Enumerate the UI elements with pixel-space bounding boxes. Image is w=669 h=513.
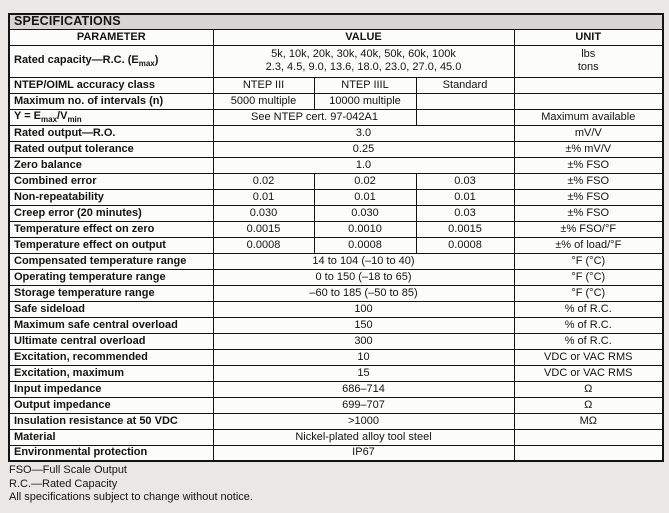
table-title: SPECIFICATIONS (9, 14, 663, 29)
value-line: 2.3, 4.5, 9.0, 13.6, 18.0, 23.0, 27.0, 45.0 (265, 61, 462, 73)
value-cell: 0.0015 (416, 221, 514, 237)
table-row-accuracy-class (9, 77, 663, 93)
value-cell: 0.01 (213, 189, 314, 205)
table-row-output-impedance (9, 397, 663, 413)
value-cell: 0.0010 (314, 221, 416, 237)
param-insulation-resistance: Insulation resistance at 50 VDC (9, 413, 213, 429)
unit-cell: ±% FSO (514, 157, 663, 173)
param-zero-balance: Zero balance (9, 157, 213, 173)
param-label: Rated capacity—R.C. (E (14, 53, 139, 66)
table-row-storage-temp-range (9, 285, 663, 301)
value-cell: 10 (213, 349, 514, 365)
param-creep-error: Creep error (20 minutes) (9, 205, 213, 221)
unit-line: tons (577, 61, 599, 73)
table-row-y-emax-vmin (9, 109, 663, 125)
value-cell: 0.02 (314, 173, 416, 189)
spec-sheet (8, 13, 662, 462)
unit-cell (514, 429, 663, 445)
value-cell: Nickel-plated alloy tool steel (213, 429, 514, 445)
value-cell: 0.0015 (213, 221, 314, 237)
value-cell: 0 to 150 (–18 to 65) (213, 269, 514, 285)
param-compensated-temp-range: Compensated temperature range (9, 253, 213, 269)
unit-cell: VDC or VAC RMS (514, 365, 663, 381)
col-header-value: VALUE (213, 29, 514, 45)
unit-cell: °F (°C) (514, 253, 663, 269)
table-row-temp-effect-zero (9, 221, 663, 237)
table-row-excitation-maximum (9, 365, 663, 381)
col-header-parameter: PARAMETER (9, 29, 213, 45)
value-cell: 0.01 (314, 189, 416, 205)
value-cell: 14 to 104 (–10 to 40) (213, 253, 514, 269)
param-rated-capacity (9, 45, 213, 77)
param-label: ) (154, 53, 159, 66)
table-row-combined-error (9, 173, 663, 189)
value-cell: Standard (416, 77, 514, 93)
specifications-table (8, 13, 664, 462)
table-row-non-repeatability (9, 189, 663, 205)
param-excitation-maximum: Excitation, maximum (9, 365, 213, 381)
value-cell: 0.25 (213, 141, 514, 157)
unit-cell: °F (°C) (514, 269, 663, 285)
value-cell: 0.02 (213, 173, 314, 189)
param-temp-effect-zero: Temperature effect on zero (9, 221, 213, 237)
unit-cell: ±% FSO/°F (514, 221, 663, 237)
table-row-safe-sideload (9, 301, 663, 317)
table-row-material (9, 429, 663, 445)
unit-cell: mV/V (514, 125, 663, 141)
table-row-environmental-protection (9, 445, 663, 461)
value-cell: IP67 (213, 445, 514, 461)
value-cell: 0.0008 (416, 237, 514, 253)
value-cell: 0.03 (416, 205, 514, 221)
subscript: min (67, 115, 82, 125)
param-label: /V (57, 109, 68, 122)
value-cell: NTEP IIIL (314, 77, 416, 93)
unit-line: lbs (581, 48, 596, 60)
param-excitation-recommended: Excitation, recommended (9, 349, 213, 365)
value-cell: 0.01 (416, 189, 514, 205)
value-cell: 0.0008 (314, 237, 416, 253)
unit-cell (514, 77, 663, 93)
value-cell: 100 (213, 301, 514, 317)
param-non-repeatability: Non-repeatability (9, 189, 213, 205)
param-output-tolerance: Rated output tolerance (9, 141, 213, 157)
footnotes (9, 464, 253, 505)
value-cell: See NTEP cert. 97-042A1 (213, 109, 416, 125)
unit-cell: Ω (514, 397, 663, 413)
table-row-input-impedance (9, 381, 663, 397)
param-max-safe-central-overload: Maximum safe central overload (9, 317, 213, 333)
unit-cell: MΩ (514, 413, 663, 429)
param-max-intervals: Maximum no. of intervals (n) (9, 93, 213, 109)
value-cell: 15 (213, 365, 514, 381)
table-row-output-tolerance (9, 141, 663, 157)
table-row-rated-output (9, 125, 663, 141)
unit-cell: ±% FSO (514, 173, 663, 189)
value-cell: 10000 multiple (314, 93, 416, 109)
value-cell: 150 (213, 317, 514, 333)
value-cell: 1.0 (213, 157, 514, 173)
table-row-operating-temp-range (9, 269, 663, 285)
unit-cell: Maximum available (514, 109, 663, 125)
value-cell: 5000 multiple (213, 93, 314, 109)
value-cell (416, 93, 514, 109)
table-row-compensated-temp-range (9, 253, 663, 269)
value-cell: 699–707 (213, 397, 514, 413)
unit-cell: VDC or VAC RMS (514, 349, 663, 365)
table-row-excitation-recommended (9, 349, 663, 365)
value-cell: 300 (213, 333, 514, 349)
table-header-row (9, 29, 663, 45)
param-label: Y = E (14, 109, 42, 122)
value-cell (416, 109, 514, 125)
value-cell: 0.030 (213, 205, 314, 221)
value-cell: 3.0 (213, 125, 514, 141)
footnote-rc: R.C.—Rated Capacity (9, 477, 118, 490)
unit-cell: % of R.C. (514, 333, 663, 349)
table-row-ultimate-central-overload (9, 333, 663, 349)
col-header-unit: UNIT (514, 29, 663, 45)
value-cell: 686–714 (213, 381, 514, 397)
table-row-max-intervals (9, 93, 663, 109)
table-row-insulation-resistance (9, 413, 663, 429)
subscript: max (41, 115, 58, 125)
value-cell: >1000 (213, 413, 514, 429)
unit-cell (514, 445, 663, 461)
param-storage-temp-range: Storage temperature range (9, 285, 213, 301)
unit-rated-capacity (514, 45, 663, 77)
param-output-impedance: Output impedance (9, 397, 213, 413)
unit-cell: % of R.C. (514, 317, 663, 333)
value-cell: NTEP III (213, 77, 314, 93)
param-temp-effect-output: Temperature effect on output (9, 237, 213, 253)
table-row-rated-capacity (9, 45, 663, 77)
param-material: Material (9, 429, 213, 445)
subscript: max (138, 59, 155, 69)
table-row-temp-effect-output (9, 237, 663, 253)
table-title-row (9, 14, 663, 29)
param-rated-output: Rated output—R.O. (9, 125, 213, 141)
value-cell: 0.0008 (213, 237, 314, 253)
unit-cell: ±% of load/°F (514, 237, 663, 253)
table-row-creep-error (9, 205, 663, 221)
unit-cell: ±% FSO (514, 189, 663, 205)
param-environmental-protection: Environmental protection (9, 445, 213, 461)
unit-cell: °F (°C) (514, 285, 663, 301)
unit-cell (514, 93, 663, 109)
param-accuracy-class: NTEP/OIML accuracy class (9, 77, 213, 93)
param-ultimate-central-overload: Ultimate central overload (9, 333, 213, 349)
value-line: 5k, 10k, 20k, 30k, 40k, 50k, 60k, 100k (271, 48, 456, 60)
param-safe-sideload: Safe sideload (9, 301, 213, 317)
unit-cell: ±% FSO (514, 205, 663, 221)
param-y-emax-vmin (9, 109, 213, 125)
unit-cell: Ω (514, 381, 663, 397)
unit-cell: % of R.C. (514, 301, 663, 317)
table-row-max-safe-central-overload (9, 317, 663, 333)
value-cell: 0.03 (416, 173, 514, 189)
footnote-fso: FSO—Full Scale Output (9, 464, 127, 476)
value-cell: 0.030 (314, 205, 416, 221)
param-operating-temp-range: Operating temperature range (9, 269, 213, 285)
unit-cell: ±% mV/V (514, 141, 663, 157)
param-input-impedance: Input impedance (9, 381, 213, 397)
value-rated-capacity (213, 45, 514, 77)
value-cell: –60 to 185 (–50 to 85) (213, 285, 514, 301)
table-row-zero-balance (9, 157, 663, 173)
footnote-disclaimer: All specifications subject to change without notice. (9, 491, 253, 503)
param-combined-error: Combined error (9, 173, 213, 189)
